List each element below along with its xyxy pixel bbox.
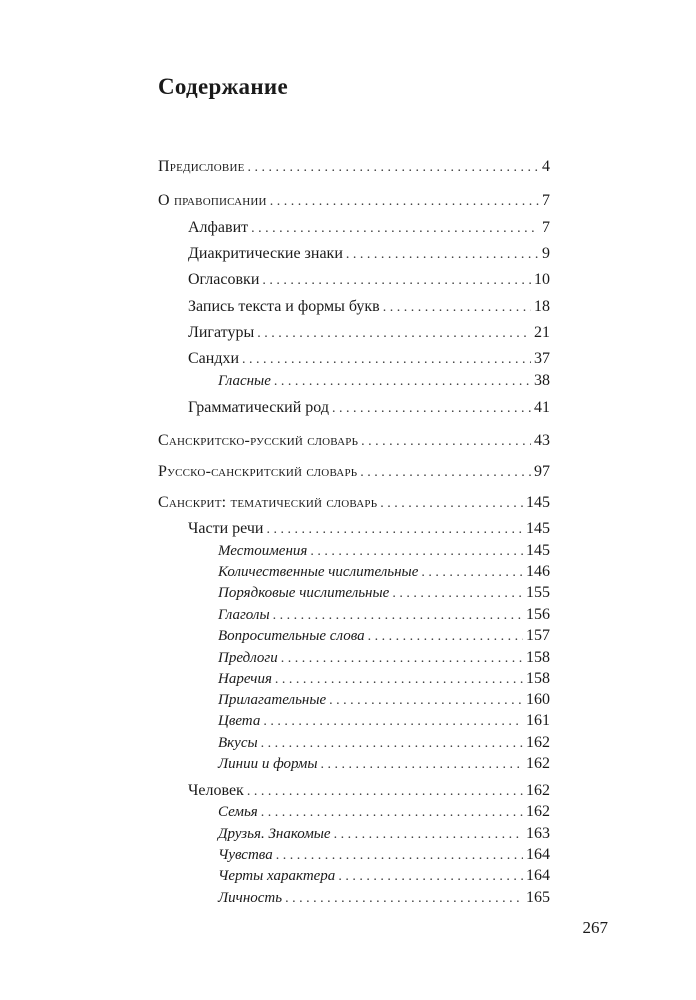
dot-leader	[257, 323, 531, 345]
dot-leader	[361, 431, 531, 453]
toc-entry-label: Прилагательные	[218, 692, 327, 708]
toc-page-number: 7	[542, 192, 550, 209]
dot-leader	[392, 583, 523, 605]
dot-leader	[261, 802, 523, 824]
toc-entry[interactable]	[188, 397, 550, 419]
toc-entry-label: О правописании	[158, 192, 267, 209]
toc-page-number: 162	[526, 755, 550, 772]
toc-entry[interactable]	[218, 668, 550, 690]
toc-entry[interactable]	[188, 518, 550, 540]
toc-page-number: 157	[526, 627, 550, 644]
toc-entry-label: Местоимения	[218, 543, 308, 559]
dot-leader	[368, 626, 523, 648]
dot-leader	[262, 270, 531, 292]
toc-entry-label: Чувства	[218, 847, 273, 863]
toc-entry-label: Глаголы	[218, 607, 270, 623]
toc-entry[interactable]	[218, 604, 550, 626]
toc-entry[interactable]	[218, 561, 550, 583]
toc-entry[interactable]	[188, 322, 550, 344]
toc-entry[interactable]	[218, 753, 550, 775]
toc-entry-label: Предлоги	[218, 650, 278, 666]
dot-leader	[276, 845, 523, 867]
toc-page-number: 145	[526, 542, 550, 559]
toc-entry-label: Санскритско-русский словарь	[158, 432, 359, 449]
toc-entry-label: Семья	[218, 804, 258, 820]
dot-leader	[321, 754, 523, 776]
dot-leader	[360, 462, 531, 484]
dot-leader	[270, 191, 539, 213]
toc-entry[interactable]	[158, 492, 550, 514]
toc-page-number: 4	[542, 158, 550, 175]
toc-entry[interactable]	[188, 243, 550, 265]
toc-entry-label: Русско-санскритский словарь	[158, 463, 358, 480]
dot-leader	[281, 648, 523, 670]
dot-leader	[261, 733, 523, 755]
dot-leader	[285, 888, 523, 910]
dot-leader	[251, 218, 539, 240]
toc-page-number: 155	[526, 584, 550, 601]
page-number: 267	[582, 918, 608, 937]
toc-entry-label: Грамматический род	[188, 399, 329, 416]
dot-leader	[380, 493, 523, 515]
dot-leader	[346, 244, 539, 266]
toc-entry[interactable]	[218, 823, 550, 845]
toc-entry[interactable]	[158, 430, 550, 452]
toc-entry-label: Личность	[218, 890, 283, 906]
toc-entry[interactable]	[218, 689, 550, 711]
toc-entry-label: Линии и формы	[218, 756, 318, 772]
toc-page-number: 7	[542, 219, 550, 236]
toc-page-number: 162	[526, 782, 550, 799]
page-title: Содержание	[158, 74, 288, 99]
dot-leader	[338, 866, 523, 888]
toc-page-number: 43	[534, 432, 550, 449]
toc-entry-label: Предисловие	[158, 158, 245, 175]
toc-page-number: 41	[534, 399, 550, 416]
toc-entry[interactable]	[218, 887, 550, 909]
toc-page-number: 160	[526, 691, 550, 708]
toc-entry[interactable]	[218, 370, 550, 392]
toc-page-number: 21	[534, 324, 550, 341]
toc-page-number: 165	[526, 889, 550, 906]
toc-entry-label: Друзья. Знакомые	[218, 826, 331, 842]
toc-entry-label: Цвета	[218, 713, 261, 729]
toc-entry-label: Запись текста и формы букв	[188, 298, 380, 315]
dot-leader	[266, 519, 523, 541]
toc-page-number: 162	[526, 803, 550, 820]
toc-page-number: 18	[534, 298, 550, 315]
toc-entry[interactable]	[218, 865, 550, 887]
dot-leader	[248, 157, 539, 179]
dot-leader	[383, 297, 531, 319]
toc-entry[interactable]	[188, 269, 550, 291]
toc-entry-label: Порядковые числительные	[218, 585, 390, 601]
toc-page-number: 37	[534, 350, 550, 367]
toc-entry[interactable]	[218, 625, 550, 647]
dot-leader	[247, 781, 523, 803]
dot-leader	[332, 398, 531, 420]
toc-page-number: 10	[534, 271, 550, 288]
dot-leader	[329, 690, 523, 712]
toc-entry[interactable]	[218, 710, 550, 732]
toc-page-number: 164	[526, 846, 550, 863]
toc-entry-label: Сандхи	[188, 350, 240, 367]
toc-entry[interactable]	[158, 461, 550, 483]
toc-entry[interactable]	[218, 801, 550, 823]
dot-leader	[242, 349, 531, 371]
toc-entry-label: Вкусы	[218, 735, 258, 751]
toc-entry[interactable]	[218, 582, 550, 604]
toc-entry-label: Части речи	[188, 520, 264, 537]
toc-page-number: 145	[526, 494, 550, 511]
toc-page-number: 161	[526, 712, 550, 729]
dot-leader	[274, 371, 531, 393]
dot-leader	[273, 605, 523, 627]
toc-entry[interactable]	[188, 217, 550, 239]
toc-page-number: 97	[534, 463, 550, 480]
toc-entry-label: Человек	[188, 782, 244, 799]
toc-entry-label: Лигатуры	[188, 324, 255, 341]
toc-entry[interactable]	[188, 296, 550, 318]
toc-entry[interactable]	[188, 348, 550, 370]
toc-entry-label: Диакритические знаки	[188, 245, 343, 262]
toc-entry-label: Алфавит	[188, 219, 249, 236]
dot-leader	[263, 711, 523, 733]
toc-entry-label: Наречия	[218, 671, 272, 687]
toc-entry-label: Санскрит: тематический словарь	[158, 494, 378, 511]
toc-page-number: 38	[534, 372, 550, 389]
toc-entry[interactable]	[218, 732, 550, 754]
toc-page-number: 146	[526, 563, 550, 580]
toc-entry-label: Гласные	[218, 373, 271, 389]
toc-entry-label: Черты характера	[218, 868, 336, 884]
toc-page-number: 158	[526, 670, 550, 687]
toc-page-number: 162	[526, 734, 550, 751]
toc-entry[interactable]	[218, 540, 550, 562]
toc-entry-label: Вопросительные слова	[218, 628, 365, 644]
dot-leader	[275, 669, 523, 691]
toc-page-number: 164	[526, 867, 550, 884]
toc-entry-label: Количественные числительные	[218, 564, 419, 580]
toc-entry-label: Огласовки	[188, 271, 260, 288]
toc-page-number: 158	[526, 649, 550, 666]
dot-leader	[310, 541, 523, 563]
toc-entry[interactable]	[188, 780, 550, 802]
toc-entry[interactable]	[158, 190, 550, 212]
toc-page-number: 145	[526, 520, 550, 537]
toc-entry[interactable]	[218, 844, 550, 866]
toc-page-number: 156	[526, 606, 550, 623]
dot-leader	[421, 562, 523, 584]
toc-entry[interactable]	[218, 647, 550, 669]
toc-entry[interactable]	[158, 156, 550, 178]
toc-page-number: 9	[542, 245, 550, 262]
toc-page-number: 163	[526, 825, 550, 842]
dot-leader	[334, 824, 523, 846]
